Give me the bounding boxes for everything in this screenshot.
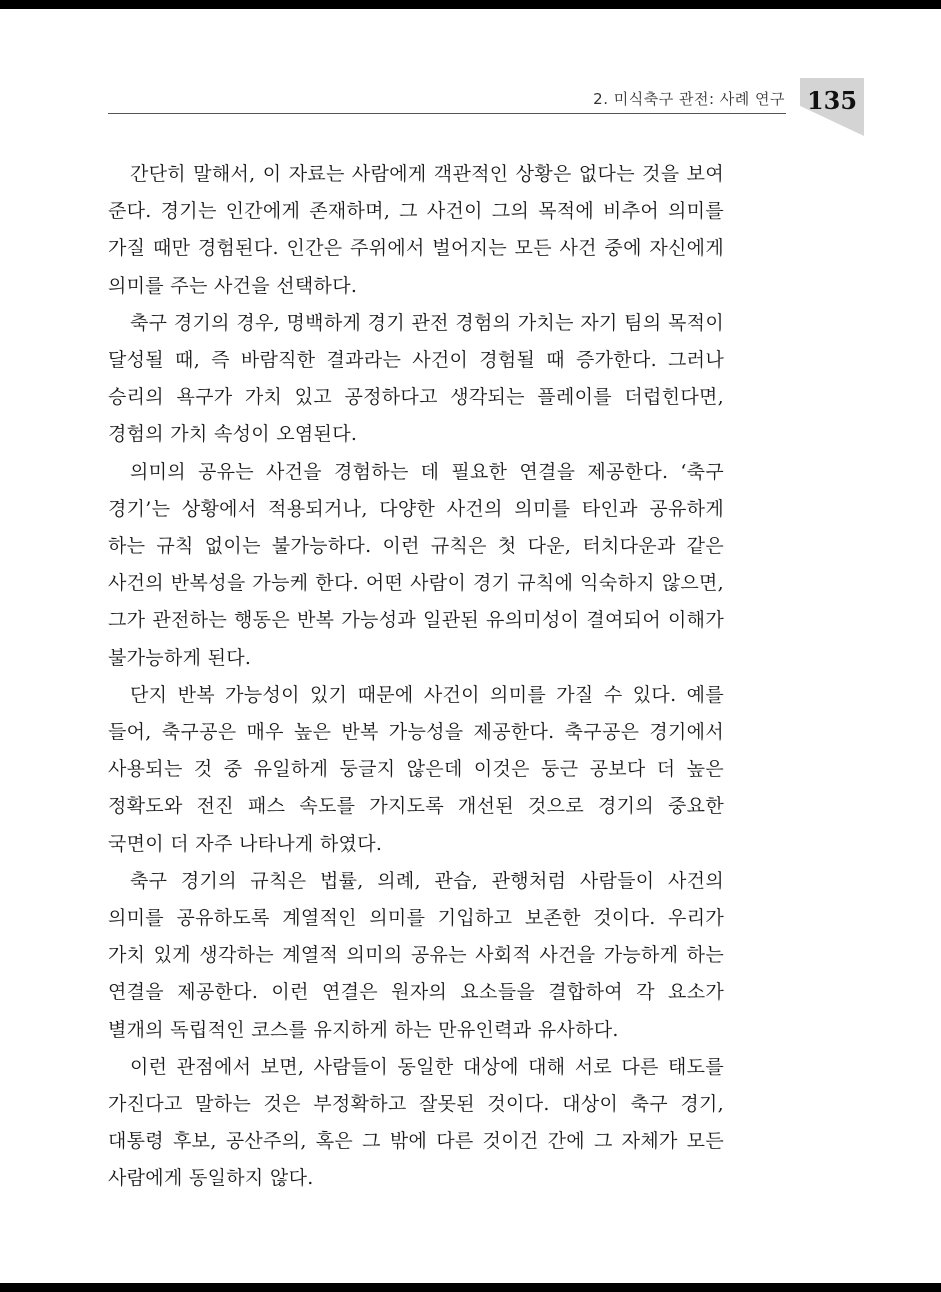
bottom-border-bar bbox=[0, 1283, 941, 1292]
paragraph-5: 축구 경기의 규칙은 법률, 의례, 관습, 관행처럼 사람들이 사건의 의미를 공유하도록 계열적인 의미를 기입하고 보존한 것이다. 우리가 가치 있게 생각하는 계열적 의미의 공유는 사회적 사건을 가능하게 하는 연결을 제공한다. 이런 연결은 원자의 요소들을 결합하여 각 요소가 별개의 독립적인 코스를 유지하게 하는 만유인력과 유사하다. bbox=[108, 869, 724, 1041]
header-rule bbox=[108, 113, 786, 114]
paragraph-6: 이런 관점에서 보면, 사람들이 동일한 대상에 대해 서로 다른 태도를 가진다고 말하는 것은 부정확하고 잘못된 것이다. 대상이 축구 경기, 대통령 후보, 공산주의, 혹은 그 밖에 다른 것이건 간에 그 자체가 모든 사람에게 동일하지 않다. bbox=[108, 1055, 724, 1190]
running-header bbox=[0, 0, 941, 140]
page-number: 135 bbox=[806, 86, 858, 115]
paragraph-1: 간단히 말해서, 이 자료는 사람에게 객관적인 상황은 없다는 것을 보여 준다. 경기는 인간에게 존재하며, 그 사건이 그의 목적에 비추어 의미를 가질 때만 경험된다. 인간은 주위에서 벌어지는 모든 사건 중에 자신에게 의미를 주는 사건을 선택하다. bbox=[108, 163, 724, 297]
body-text bbox=[108, 156, 724, 1198]
paragraph-3: 의미의 공유는 사건을 경험하는 데 필요한 연결을 제공한다. ‘축구 경기’는 상황에서 적용되거나, 다양한 사건의 의미를 타인과 공유하게 하는 규칙 없이는 불가능하다. 이런 규칙은 첫 다운, 터치다운과 같은 사건의 반복성을 가능케 한다. 어떤 사람이 경기 규칙에 익숙하지 않으면, 그가 관전하는 행동은 반복 가능성과 일관된 유의미성이 결여되어 이해가 불가능하게 된다. bbox=[108, 460, 724, 669]
chapter-title: 2. 미식축구 관전: 사례 연구 bbox=[593, 90, 785, 108]
paragraph-2: 축구 경기의 경우, 명백하게 경기 관전 경험의 가치는 자기 팀의 목적이 달성될 때, 즉 바람직한 결과라는 사건이 경험될 때 증가한다. 그러나 승리의 욕구가 가치 있고 공정하다고 생각되는 플레이를 더럽힌다면, 경험의 가치 속성이 오염된다. bbox=[108, 311, 724, 446]
paragraph-4: 단지 반복 가능성이 있기 때문에 사건이 의미를 가질 수 있다. 예를 들어, 축구공은 매우 높은 반복 가능성을 제공한다. 축구공은 경기에서 사용되는 것 중 유일하게 둥글지 않은데 이것은 둥근 공보다 더 높은 정확도와 전진 패스 속도를 가지도록 개선된 것으로 경기의 중요한 국면이 더 자주 나타나게 하였다. bbox=[108, 683, 724, 855]
